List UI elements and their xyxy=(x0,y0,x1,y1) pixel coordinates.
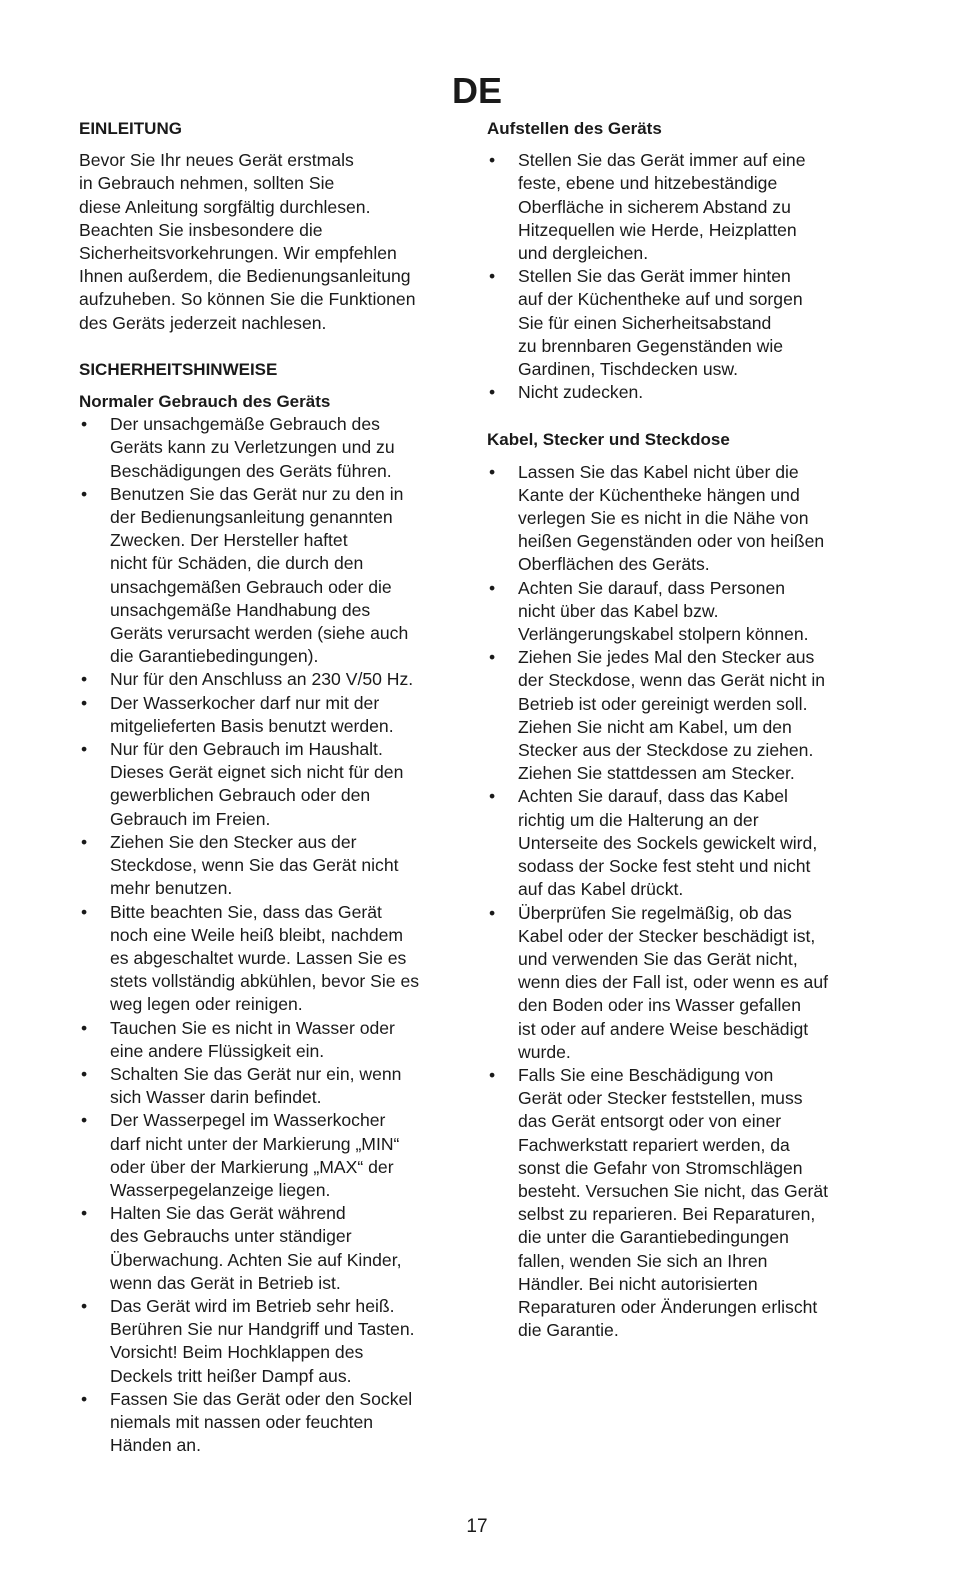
text-line: sich Wasser darin befindet. xyxy=(110,1087,322,1108)
text-line: Betrieb ist oder gereinigt werden soll. xyxy=(518,693,808,714)
text-line: Sicherheitsvorkehrungen. Wir empfehlen xyxy=(79,243,397,264)
text-line: Beschädigungen des Geräts führen. xyxy=(110,460,392,481)
text-line: sodass der Socke fest steht und nicht xyxy=(518,856,811,877)
text-line: nicht für Schäden, die durch den xyxy=(110,553,364,574)
text-line: des Gebrauchs unter ständiger xyxy=(110,1226,352,1247)
text-line: gewerblichen Gebrauch oder den xyxy=(110,785,371,806)
text-line: Oberfläche in sicherem Abstand zu xyxy=(518,196,791,217)
text-line: Geräts verursacht werden (siehe auch xyxy=(110,623,409,644)
text-line: Der unsachgemäße Gebrauch des xyxy=(110,414,380,435)
text-line: Stecker aus der Steckdose zu ziehen. xyxy=(518,740,814,761)
text-line: zu brennbaren Gegenständen wie xyxy=(518,335,784,356)
text-line: selbst zu reparieren. Bei Reparaturen, xyxy=(518,1204,816,1225)
text-line: Der Wasserkocher darf nur mit der xyxy=(110,692,380,713)
text-line: heißen Gegenständen oder von heißen xyxy=(518,531,825,552)
text-line: Bevor Sie Ihr neues Gerät erstmals xyxy=(79,150,354,171)
text-line: Geräts kann zu Verletzungen und zu xyxy=(110,437,395,458)
text-line: Überprüfen Sie regelmäßig, ob das xyxy=(518,902,792,923)
text-line: stets vollständig abkühlen, bevor Sie es xyxy=(110,971,420,992)
list-item xyxy=(487,785,872,901)
right-column xyxy=(487,117,872,1342)
setup-list xyxy=(487,149,872,404)
intro-paragraph xyxy=(79,149,459,335)
list-item xyxy=(79,692,459,738)
text-line: Dieses Gerät eignet sich nicht für den xyxy=(110,762,404,783)
text-line: das Gerät entsorgt oder von einer xyxy=(518,1111,782,1132)
text-line: der Steckdose, wenn das Gerät nicht in xyxy=(518,670,826,691)
text-line: noch eine Weile heiß bleibt, nachdem xyxy=(110,924,404,945)
text-line: Nur für den Gebrauch im Haushalt. xyxy=(110,739,383,760)
text-line: Halten Sie das Gerät während xyxy=(110,1203,346,1224)
text-line: auf der Küchentheke auf und sorgen xyxy=(518,289,803,310)
text-line: eine andere Flüssigkeit ein. xyxy=(110,1040,325,1061)
text-line: Tauchen Sie es nicht in Wasser oder xyxy=(110,1017,395,1038)
left-column xyxy=(79,117,459,1457)
text-line: Ihnen außerdem, die Bedienungsanleitung xyxy=(79,266,411,287)
cable-heading: Kabel, Stecker und Steckdose xyxy=(487,430,730,450)
text-line: die Garantiebedingungen). xyxy=(110,646,319,667)
text-line: Gerät oder Stecker feststellen, muss xyxy=(518,1088,803,1109)
text-line: niemals mit nassen oder feuchten xyxy=(110,1411,374,1432)
text-line: in Gebrauch nehmen, sollten Sie xyxy=(79,173,335,194)
intro-heading: EINLEITUNG xyxy=(79,119,182,138)
text-line: Fassen Sie das Gerät oder den Sockel xyxy=(110,1388,413,1409)
list-item xyxy=(79,901,459,1017)
cable-list xyxy=(487,461,872,1343)
list-item xyxy=(487,381,872,404)
text-line: nicht über das Kabel bzw. xyxy=(518,600,719,621)
text-line: Beachten Sie insbesondere die xyxy=(79,219,323,240)
setup-heading: Aufstellen des Geräts xyxy=(487,119,662,138)
list-item xyxy=(79,1109,459,1202)
text-line: wenn das Gerät in Betrieb ist. xyxy=(110,1272,341,1293)
text-line: Deckels tritt heißer Dampf aus. xyxy=(110,1365,352,1386)
safety-heading: SICHERHEITSHINWEISE xyxy=(79,359,278,379)
text-line: Nicht zudecken. xyxy=(518,382,644,403)
text-line: Überwachung. Achten Sie auf Kinder, xyxy=(110,1249,402,1270)
text-line: mehr benutzen. xyxy=(110,878,233,899)
normal-use-list xyxy=(79,413,459,1457)
list-item xyxy=(79,738,459,831)
text-line: Lassen Sie das Kabel nicht über die xyxy=(518,461,799,482)
text-line: unsachgemäßen Gebrauch oder die xyxy=(110,576,392,597)
list-item xyxy=(79,483,459,669)
text-line: Der Wasserpegel im Wasserkocher xyxy=(110,1110,386,1131)
text-line: Zwecken. Der Hersteller haftet xyxy=(110,530,348,551)
list-item xyxy=(487,1064,872,1342)
text-line: die Garantie. xyxy=(518,1320,619,1341)
text-line: unsachgemäße Handhabung des xyxy=(110,599,371,620)
list-item xyxy=(487,265,872,381)
list-item xyxy=(79,831,459,901)
text-line: mitgelieferten Basis benutzt werden. xyxy=(110,715,394,736)
list-item xyxy=(79,1063,459,1109)
list-item xyxy=(79,1295,459,1388)
text-line: Gebrauch im Freien. xyxy=(110,808,271,829)
list-item xyxy=(487,646,872,785)
text-line: Unterseite des Sockels gewickelt wird, xyxy=(518,832,818,853)
text-line: Oberflächen des Geräts. xyxy=(518,554,710,575)
text-line: verlegen Sie es nicht in die Nähe von xyxy=(518,508,809,529)
text-line: Nur für den Anschluss an 230 V/50 Hz. xyxy=(110,669,414,690)
text-line: Bitte beachten Sie, dass das Gerät xyxy=(110,901,382,922)
text-line: die unter die Garantiebedingungen xyxy=(518,1227,789,1248)
text-line: diese Anleitung sorgfältig durchlesen. xyxy=(79,196,371,217)
list-item xyxy=(79,1017,459,1063)
text-line: den Boden oder ins Wasser gefallen xyxy=(518,995,801,1016)
text-line: sonst die Gefahr von Stromschlägen xyxy=(518,1157,803,1178)
text-line: richtig um die Halterung an der xyxy=(518,809,759,830)
text-line: Ziehen Sie nicht am Kabel, um den xyxy=(518,716,792,737)
list-item xyxy=(79,1202,459,1295)
text-line: feste, ebene und hitzebeständige xyxy=(518,173,778,194)
text-line: Wasserpegelanzeige liegen. xyxy=(110,1179,331,1200)
text-line: und dergleichen. xyxy=(518,243,649,264)
text-line: Verlängerungskabel stolpern können. xyxy=(518,624,809,645)
text-line: besteht. Versuchen Sie nicht, das Gerät xyxy=(518,1180,829,1201)
text-line: Achten Sie darauf, dass das Kabel xyxy=(518,786,788,807)
page-number: 17 xyxy=(466,1516,488,1537)
list-item xyxy=(487,902,872,1064)
text-line: auf das Kabel drückt. xyxy=(518,879,684,900)
text-line: ist oder auf andere Weise beschädigt xyxy=(518,1018,809,1039)
list-item xyxy=(79,413,459,483)
text-line: Schalten Sie das Gerät nur ein, wenn xyxy=(110,1063,402,1084)
text-line: Ziehen Sie jedes Mal den Stecker aus xyxy=(518,647,815,668)
text-line: Stellen Sie das Gerät immer auf eine xyxy=(518,150,806,171)
text-line: Sie für einen Sicherheitsabstand xyxy=(518,312,772,333)
text-line: Falls Sie eine Beschädigung von xyxy=(518,1064,774,1085)
text-line: Benutzen Sie das Gerät nur zu den in xyxy=(110,483,404,504)
list-item xyxy=(487,577,872,647)
list-item xyxy=(79,1388,459,1458)
text-line: Hitzequellen wie Herde, Heizplatten xyxy=(518,219,797,240)
text-line: Ziehen Sie stattdessen am Stecker. xyxy=(518,763,795,784)
list-item xyxy=(487,461,872,577)
text-line: fallen, wenden Sie sich an Ihren xyxy=(518,1250,768,1271)
text-line: Berühren Sie nur Handgriff und Tasten. xyxy=(110,1319,415,1340)
text-line: darf nicht unter der Markierung „MIN“ xyxy=(110,1133,400,1154)
text-line: Ziehen Sie den Stecker aus der xyxy=(110,831,357,852)
text-line: des Geräts jederzeit nachlesen. xyxy=(79,312,327,333)
text-line: Kabel oder der Stecker beschädigt ist, xyxy=(518,925,816,946)
text-line: es abgeschaltet wurde. Lassen Sie es xyxy=(110,947,407,968)
text-line: Stellen Sie das Gerät immer hinten xyxy=(518,266,791,287)
normal-use-heading: Normaler Gebrauch des Geräts xyxy=(79,392,331,412)
text-line: aufzuheben. So können Sie die Funktionen xyxy=(79,289,416,310)
text-line: Händen an. xyxy=(110,1435,201,1456)
text-line: Gardinen, Tischdecken usw. xyxy=(518,359,739,380)
text-line: Händler. Bei nicht autorisierten xyxy=(518,1273,758,1294)
text-line: wurde. xyxy=(518,1041,571,1062)
text-line: Das Gerät wird im Betrieb sehr heiß. xyxy=(110,1295,395,1316)
list-item xyxy=(79,668,459,691)
text-line: Steckdose, wenn Sie das Gerät nicht xyxy=(110,855,399,876)
text-line: Reparaturen oder Änderungen erlischt xyxy=(518,1296,818,1317)
text-line: Fachwerkstatt repariert werden, da xyxy=(518,1134,790,1155)
language-heading: DE xyxy=(451,70,502,111)
text-line: oder über der Markierung „MAX“ der xyxy=(110,1156,394,1177)
text-line: Vorsicht! Beim Hochklappen des xyxy=(110,1342,364,1363)
text-line: und verwenden Sie das Gerät nicht, xyxy=(518,948,798,969)
text-line: Kante der Küchentheke hängen und xyxy=(518,484,800,505)
text-line: der Bedienungsanleitung genannten xyxy=(110,507,393,528)
text-line: Achten Sie darauf, dass Personen xyxy=(518,577,786,598)
text-line: weg legen oder reinigen. xyxy=(110,994,303,1015)
list-item xyxy=(487,149,872,265)
text-line: wenn dies der Fall ist, oder wenn es auf xyxy=(518,972,829,993)
